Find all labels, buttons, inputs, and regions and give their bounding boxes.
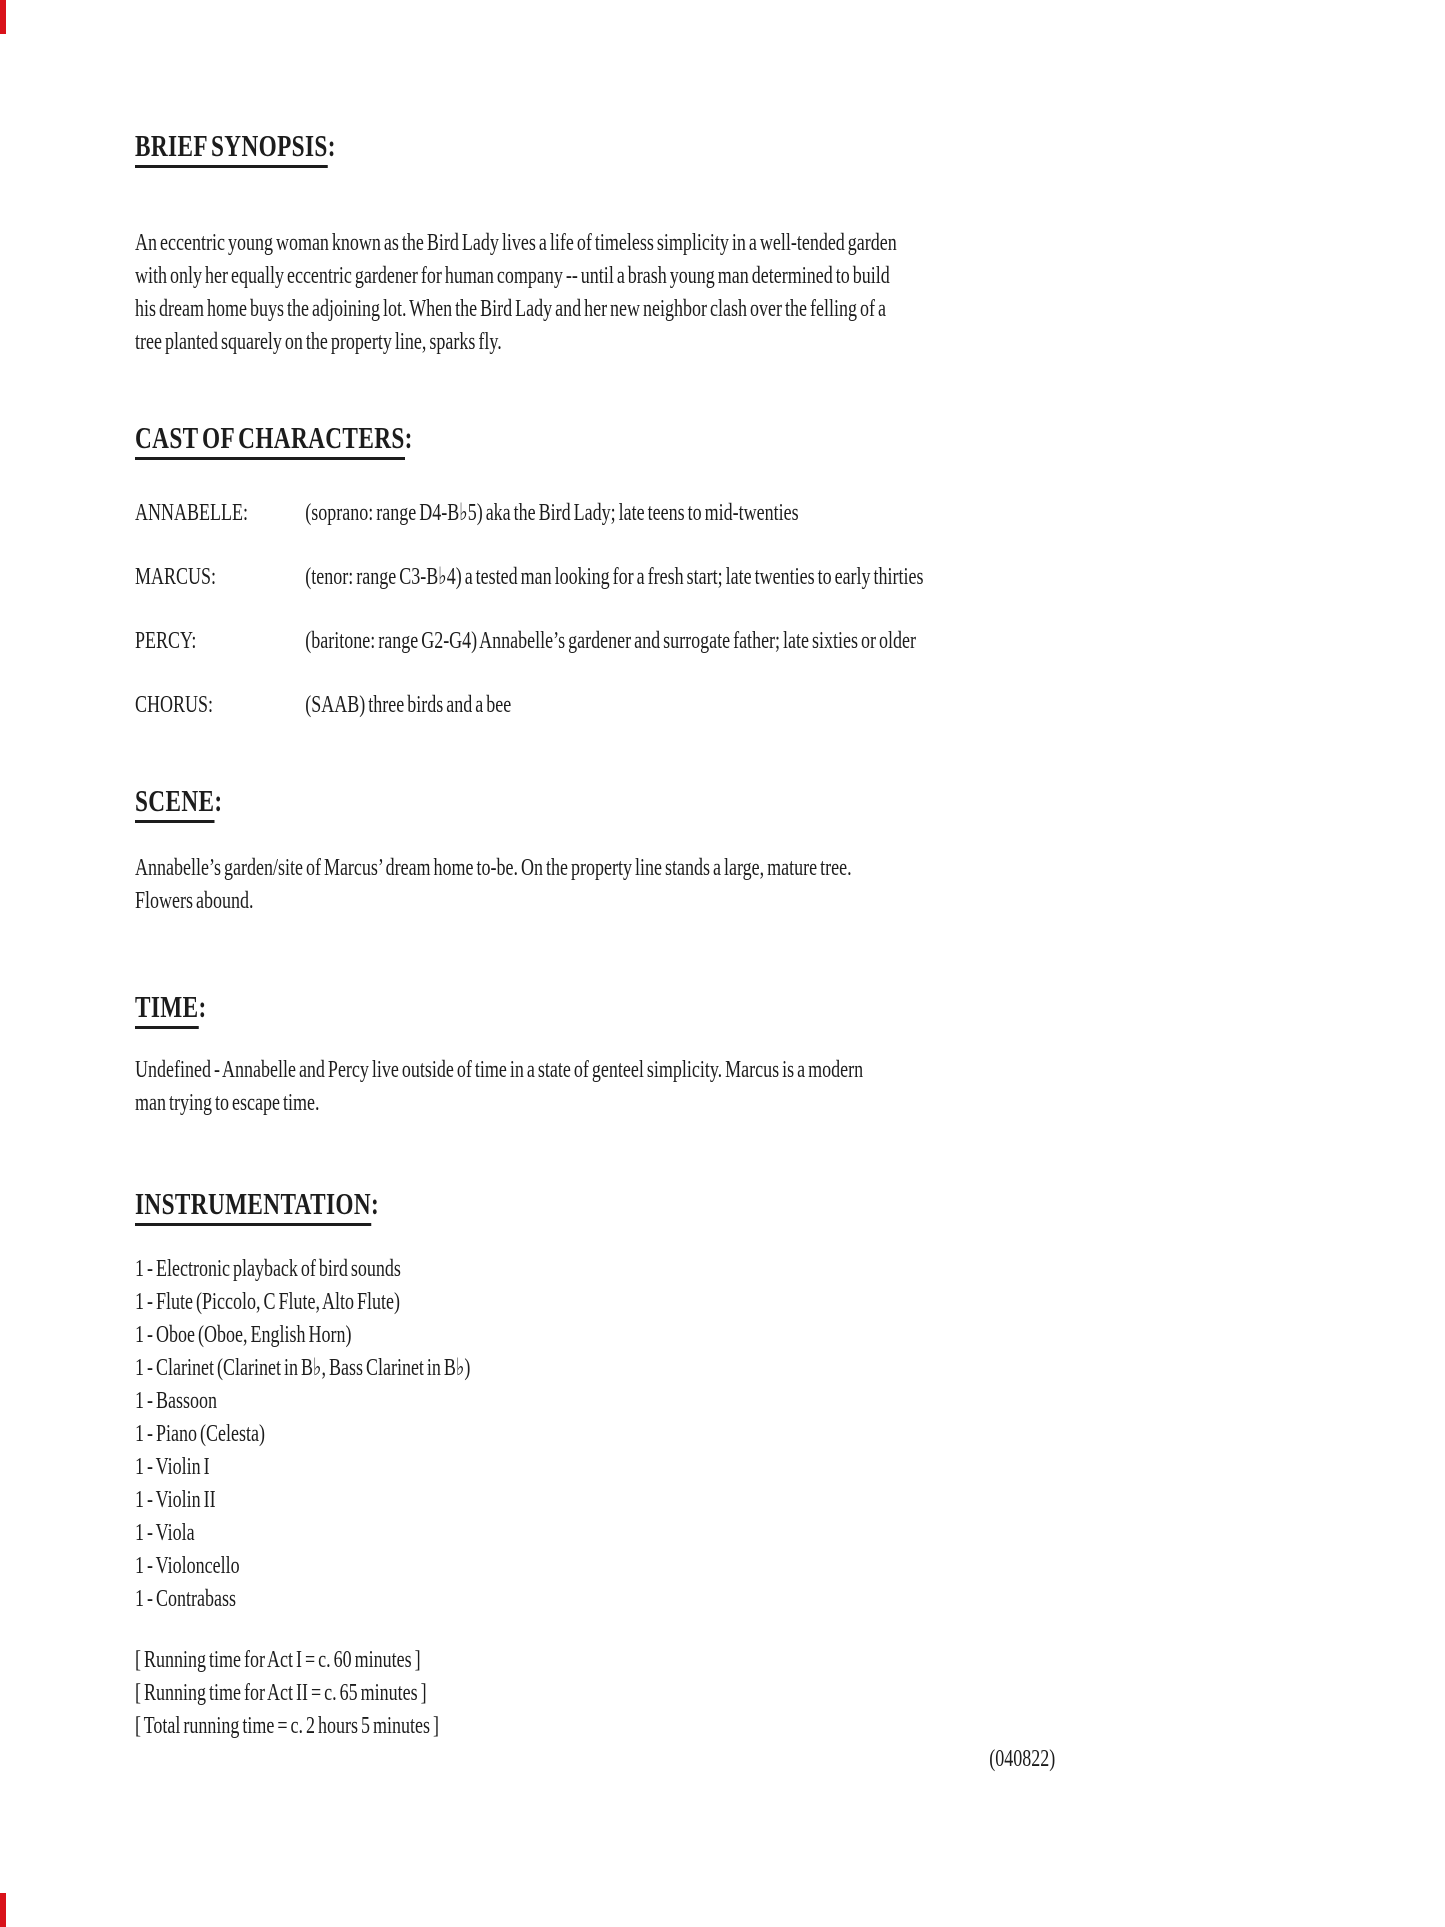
cast-name: ANNABELLE:	[135, 500, 248, 526]
cast-heading	[135, 419, 1445, 457]
instrument-item: 1 - Oboe (Oboe, English Horn)	[135, 1322, 352, 1348]
running-time-line: [ Running time for Act I = c. 60 minutes ]	[135, 1647, 421, 1673]
scene-heading-colon: :	[214, 783, 223, 818]
section-time	[135, 988, 1445, 1120]
time-heading	[135, 988, 1445, 1026]
synopsis-line: An eccentric young woman known as the Bird Lady lives a life of timeless simplicity in a well-tended garden	[135, 230, 897, 256]
cast-entry-percy	[135, 625, 1445, 658]
revision-code: (040822)	[989, 1746, 1056, 1772]
scene-heading-label: SCENE	[135, 783, 214, 823]
cast-heading-label: CAST OF CHARACTERS	[135, 420, 405, 460]
synopsis-line: tree planted squarely on the property line, sparks fly.	[135, 329, 502, 355]
instrumentation-list	[135, 1253, 1445, 1616]
instrument-item: 1 - Contrabass	[135, 1586, 236, 1612]
cast-entry-chorus	[135, 689, 1445, 722]
synopsis-line: his dream home buys the adjoining lot. When the Bird Lady and her new neighbor clash over the felling of a	[135, 296, 886, 322]
time-heading-label: TIME	[135, 989, 199, 1029]
scene-line: Flowers abound.	[135, 888, 254, 914]
synopsis-line: with only her equally eccentric gardener for human company -- until a brash young man determined to build	[135, 263, 890, 289]
cast-entry-annabelle	[135, 497, 1445, 530]
instrument-item: 1 - Flute (Piccolo, C Flute, Alto Flute)	[135, 1289, 400, 1315]
scene-paragraph	[135, 852, 1445, 918]
scene-line: Annabelle’s garden/site of Marcus’ dream home to-be. On the property line stands a large, mature tree.	[135, 855, 852, 881]
time-paragraph	[135, 1054, 1445, 1120]
cast-description: (soprano: range D4-B♭5) aka the Bird Lady; late teens to mid-twenties	[305, 500, 799, 526]
instrument-item: 1 - Violin I	[135, 1454, 210, 1480]
running-time-line: [ Total running time = c. 2 hours 5 minutes ]	[135, 1713, 440, 1739]
running-times	[135, 1644, 1445, 1743]
cast-description: (tenor: range C3-B♭4) a tested man looking for a fresh start; late twenties to early thirties	[305, 564, 924, 590]
brief-synopsis-heading-colon: :	[327, 128, 336, 163]
instrument-item: 1 - Piano (Celesta)	[135, 1421, 265, 1447]
brief-synopsis-heading-label: BRIEF SYNOPSIS	[135, 128, 328, 168]
scan-artifact-bottom-left	[0, 1893, 6, 1927]
instrument-item: 1 - Viola	[135, 1520, 195, 1546]
cast-name: PERCY:	[135, 628, 197, 654]
brief-synopsis-heading	[135, 127, 1445, 165]
cast-list	[135, 497, 1445, 722]
running-time-line: [ Running time for Act II = c. 65 minutes ]	[135, 1680, 427, 1706]
cast-name: MARCUS:	[135, 564, 217, 590]
instrument-item: 1 - Electronic playback of bird sounds	[135, 1256, 401, 1282]
instrumentation-heading	[135, 1185, 1445, 1223]
cast-heading-colon: :	[404, 420, 413, 455]
instrument-item: 1 - Violoncello	[135, 1553, 240, 1579]
time-line: man trying to escape time.	[135, 1090, 320, 1116]
cast-name: CHORUS:	[135, 692, 214, 718]
cast-description: (baritone: range G2-G4) Annabelle’s gardener and surrogate father; late sixties or older	[305, 628, 917, 654]
scene-heading	[135, 782, 1445, 820]
cast-description: (SAAB) three birds and a bee	[305, 692, 512, 718]
instrument-item: 1 - Bassoon	[135, 1388, 218, 1414]
instrumentation-heading-colon: :	[371, 1186, 380, 1221]
section-scene	[135, 782, 1445, 918]
time-line: Undefined - Annabelle and Percy live outside of time in a state of genteel simplicity. Marcus is a modern	[135, 1057, 864, 1083]
instrumentation-heading-label: INSTRUMENTATION	[135, 1186, 371, 1226]
instrument-item: 1 - Clarinet (Clarinet in B♭, Bass Clarinet in B♭)	[135, 1355, 471, 1381]
instrument-item: 1 - Violin II	[135, 1487, 216, 1513]
brief-synopsis-paragraph	[135, 227, 1445, 359]
cast-entry-marcus	[135, 561, 1445, 594]
section-cast-of-characters	[135, 419, 1445, 722]
section-instrumentation	[135, 1185, 1445, 1743]
time-heading-colon: :	[198, 989, 207, 1024]
section-brief-synopsis	[135, 127, 1445, 359]
